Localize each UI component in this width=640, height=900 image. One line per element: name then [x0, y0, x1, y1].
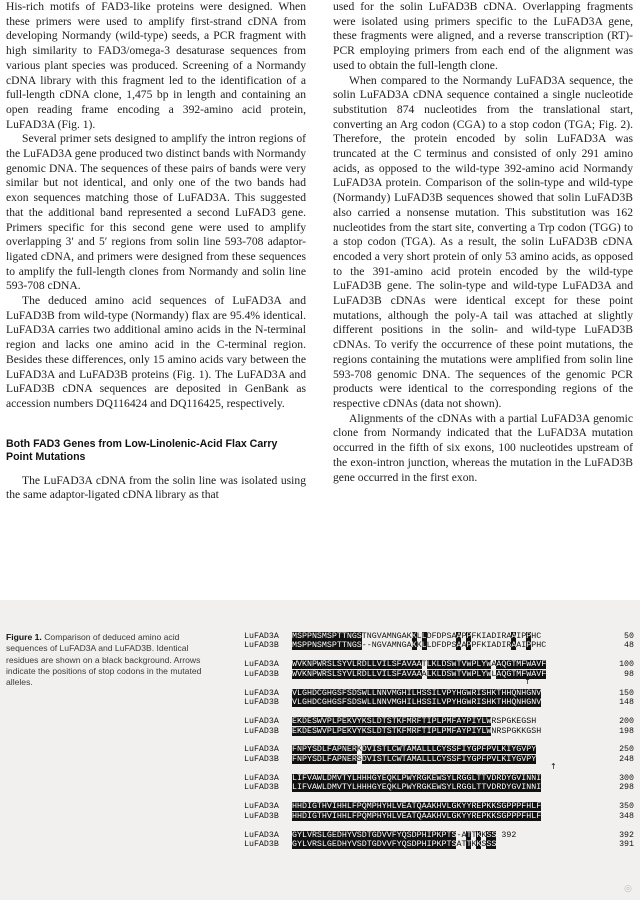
paragraph-primers-design: His-rich motifs of FAD3-like proteins were designed. When these primers were used to amplify first-strand cDNA from developing Normandy (wild-type) seeds, a PCR fragment with high similarity to FAD3/omega-3 desaturase sequences from various plant species was produced. Screening of a Normandy cDNA library with this fragment led to the identification of a full-length cDNA clone, 1,475 bp in length and containing an open reading frame encoding a 392-amino acid protein, LuFAD3A (Fig. 1).: [6, 0, 306, 131]
alignment-row: [244, 774, 636, 783]
sequence-name: LuFAD3A: [244, 632, 279, 641]
sequence-position: 348: [619, 811, 634, 821]
paragraph-mutation-comparison: When compared to the Normandy LuFAD3A sequence, the solin LuFAD3A cDNA sequence contained a single nucleotide substitution 874 nucleotides from the translational start, converting an Arg codon (CGA) to a stop codon (TGA; Fig. 2). Therefore, the protein encoded by solin LuFAD3A was truncated at the C terminus and consisted of only 291 amino acids, as opposed to the wild-type 392-amino acid Normandy LuFAD3A protein. Comparison of the solin-type and wild-type (Normandy) LuFAD3B sequences showed that solin LuFAD3B also carried a nonsense mutation. This substitution was 162 nucleotides from the start site, converting a Trp codon (TGG) to a stop codon (TGA). As a result, the solin LuFAD3B cDNA encoded a very short protein of only 53 amino acids, as opposed to the 391-amino acid protein encoded by the wild-type LuFAD3B gene. The solin-type and wild-type LuFAD3A and LuFAD3B cDNAs were identical except for these point mutations, although the poly-A tail was attached at slightly different positions in the solin- and wild-type LuFAD3B cDNAs. To verify the occurrence of these point mutations, the regions containing the mutations were amplified from solin line 593-708 genomic DNA. The sequences of the genomic PCR products were identical to the corresponding regions of the respective cDNAs (data not shown).: [333, 73, 633, 410]
alignment-row: [244, 660, 636, 669]
alignment-row: [244, 727, 636, 736]
sequence-residues: MSPPNSMSPTTNGS--NGVAMNGAKKLLDFDPSAAPPFKIADIRAAIPPHC: [292, 641, 547, 651]
sequence-position: 150: [619, 688, 634, 698]
sequence-name: LuFAD3B: [244, 669, 279, 679]
left-text-column: [6, 0, 306, 503]
sequence-residues: VLGHDCGHGSFSDSWLLNNVMGHILHSSILVPYHGWRISHKTHHQNHGNV: [292, 698, 542, 708]
sequence-name: LuFAD3A: [244, 660, 279, 670]
sequence-name: LuFAD3B: [244, 726, 279, 736]
alignment-row: [244, 717, 636, 726]
sequence-residues: GYLVRSLGEDHYVSDTGDVVFYQSDPHIPKPTSATTKKSSS: [292, 839, 497, 849]
stop-codon-arrow-icon: ↑: [524, 677, 531, 687]
sequence-name: LuFAD3B: [244, 754, 279, 764]
paragraph-solin-cdna: The LuFAD3A cDNA from the solin line was isolated using the same adaptor-ligated cDNA library as that: [6, 473, 306, 502]
alignment-row: [244, 755, 636, 764]
sequence-residues: FNPYSDLFAPNERKDVISTLCWTAMALLLCYSSFIYGPFPVLKIYGVPY: [292, 745, 537, 755]
sequence-residues: MSPPNSMSPTTNGSTNGVAMNGAKKLLDFDPSAAPPFKIADIRAAIPPHC: [292, 632, 542, 641]
sequence-name: LuFAD3A: [244, 802, 279, 812]
sequence-residues: EKDESWVPLPEKVYKSLDTSTKFMRFTIPLPMFAYPIYLWNRSPGKKGSH: [292, 726, 542, 736]
sequence-residues: GYLVRSLGEDHYVSDTGDVVFYQSDPHIPKPTS-ATTKKSS 392: [292, 830, 517, 840]
figure-caption-text: Comparison of deduced amino acid sequences of LuFAD3A and LuFAD3B. Identical residues are shown on a black background. Arrows indicate the positions of stop codons in the mutated alleles.: [6, 632, 202, 688]
paragraph-overlapping-fragments: used for the solin LuFAD3B cDNA. Overlapping fragments were isolated using primers specific to the LuFAD3A gene, these fragments were aligned, and a reverse transcription (RT)-PCR employing primers from each end of the alignment was used to obtain the full-length clone.: [333, 0, 633, 72]
alignment-block: [244, 831, 636, 850]
watermark-logo: ◎: [624, 884, 632, 894]
sequence-name: LuFAD3B: [244, 783, 279, 793]
alignment-row: [244, 745, 636, 754]
sequence-residues: LIFVAWLDMVTYLHHHGYEQKLPWYRGKEWSYLRGGLTTVDRDYGVINNI: [292, 783, 542, 793]
sequence-residues: HHDIGTHVIHHLFPQMPHYHLVEATQAAKHVLGKYYREPKKSGPPPFHLF: [292, 802, 542, 812]
alignment-row: [244, 632, 636, 641]
sequence-position: 298: [619, 783, 634, 793]
sequence-position: 100: [619, 660, 634, 670]
section-heading: Both FAD3 Genes from Low-Linolenic-Acid Flax Carry Point Mutations: [6, 437, 278, 464]
sequence-position: 248: [619, 754, 634, 764]
sequence-position: 250: [619, 745, 634, 755]
alignment-row: [244, 698, 636, 707]
alignment-block: [244, 717, 636, 736]
sequence-name: LuFAD3A: [244, 773, 279, 783]
alignment-row: [244, 812, 636, 821]
sequence-residues: WVKNPWRSLSYVLRDLLVILSFAVAATLKLDSWTVWPLYWAAQGTMFWAVF: [292, 660, 547, 670]
alignment-row: [244, 641, 636, 650]
figure-caption-label: Figure 1.: [6, 632, 42, 642]
sequence-position: 50: [624, 632, 634, 641]
sequence-name: LuFAD3B: [244, 839, 279, 849]
alignment-block: [244, 689, 636, 708]
sequence-name: LuFAD3A: [244, 745, 279, 755]
sequence-name: LuFAD3B: [244, 811, 279, 821]
alignment-row: [244, 831, 636, 840]
sequence-name: LuFAD3B: [244, 641, 279, 651]
sequence-position: 392: [619, 830, 634, 840]
sequence-residues: HHDIGTHVIHHLFPQMPHYHLVEATQAAKHVLGKYYREPKKSGPPPFHLF: [292, 811, 542, 821]
sequence-position: 300: [619, 773, 634, 783]
stop-codon-arrows: [244, 679, 636, 687]
right-text-column: [333, 0, 633, 485]
sequence-position: 198: [619, 726, 634, 736]
sequence-name: LuFAD3B: [244, 698, 279, 708]
alignment-row: [244, 670, 636, 679]
alignment-block: [244, 632, 636, 651]
alignment-block: [244, 745, 636, 772]
paragraph-amino-acid-comparison: The deduced amino acid sequences of LuFAD3A and LuFAD3B from wild-type (Normandy) flax are 95.4% identical. LuFAD3A carries two additional amino acids in the N-terminal region and lacks one amino acid in the C-terminal region. Besides these differences, only 15 amino acids vary between the LuFAD3A and LuFAD3B proteins (Fig. 1). The LuFAD3A and LuFAD3B cDNA sequences are deposited in GenBank as accession numbers DQ116424 and DQ116425, respectively.: [6, 294, 306, 410]
sequence-position: 350: [619, 802, 634, 812]
alignment-block: [244, 802, 636, 821]
sequence-residues: LIFVAWLDMVTYLHHHGYEQKLPWYRGKEWSYLRGGLTTVDRDYGVINNI: [292, 773, 542, 783]
alignment-block: [244, 774, 636, 793]
sequence-residues: VLGHDCGHGSFSDSWLLNNVMGHILHSSILVPYHGWRISHKTHHQNHGNV: [292, 688, 542, 698]
sequence-residues: WVKNPWRSLSYVLRDLLVILSFAVAAALKLDSWTVWPLYWLAQGTMFWAVF: [292, 669, 547, 679]
figure-1: [0, 600, 640, 900]
paragraph-genomic-alignment: Alignments of the cDNAs with a partial LuFAD3A genomic clone from Normandy indicated that the LuFAD3A mutation occurred in the fifth of six exons, 100 nucleotides upstream of the exon-intron junction, whereas the mutation in the LuFAD3B gene occurred in the first exon.: [333, 411, 633, 484]
alignment-row: [244, 840, 636, 849]
sequence-position: 391: [619, 839, 634, 849]
sequence-position: 48: [624, 641, 634, 651]
alignment-block: [244, 660, 636, 687]
alignment-row: [244, 783, 636, 792]
stop-codon-arrow-icon: ↑: [550, 762, 557, 772]
sequence-position: 200: [619, 717, 634, 727]
stop-codon-arrows: [244, 764, 636, 772]
paragraph-primer-sets: Several primer sets designed to amplify the intron regions of the LuFAD3A gene produced two distinct bands with Normandy genomic DNA. The sequences of these pairs of bands were very similar but not identical, and only one of the two bands had exon sequences matching those of LuFAD3A. This suggested that the additional band represented a second LuFAD3 gene. Primers specific for this second gene were used to amplify overlapping 3′ and 5′ regions from solin line 593-708 adaptor-ligated cDNA, and primers were designed from these sequences to amplify the full-length clones from Normandy and solin line 593-708 cDNA.: [6, 132, 306, 293]
sequence-name: LuFAD3A: [244, 830, 279, 840]
sequence-residues: EKDESWVPLPEKVYKSLDTSTKFMRFTIPLPMFAYPIYLWRSPGKEGSH: [292, 717, 537, 727]
sequence-residues: FNPYSDLFAPNERSDVISTLCWTAMALLLCYSSFIYGPFPVLKIYGVPY: [292, 754, 537, 764]
sequence-name: LuFAD3A: [244, 688, 279, 698]
sequence-alignment: [244, 632, 636, 859]
sequence-name: LuFAD3A: [244, 717, 279, 727]
alignment-row: [244, 689, 636, 698]
figure-caption: [6, 632, 214, 688]
alignment-row: [244, 802, 636, 811]
sequence-position: 148: [619, 698, 634, 708]
sequence-position: 98: [624, 669, 634, 679]
